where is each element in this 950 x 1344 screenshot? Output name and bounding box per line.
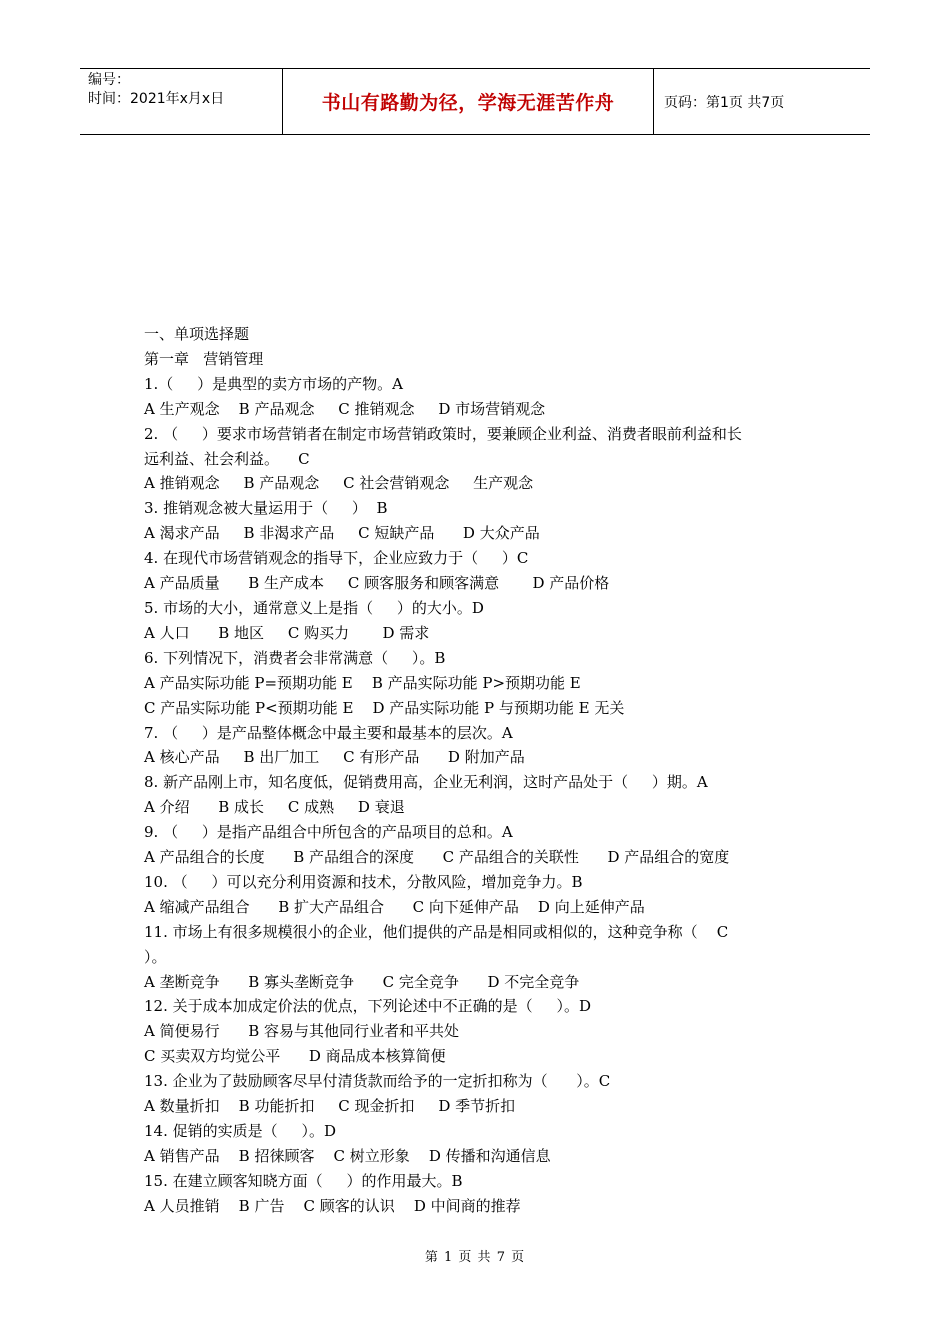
header-meta — [80, 69, 282, 134]
question-line: A 推销观念 B 产品观念 C 社会营销观念 生产观念 — [144, 474, 534, 493]
question-line: A 数量折扣 B 功能折扣 C 现金折扣 D 季节折扣 — [144, 1097, 516, 1116]
question-line: A 介绍 B 成长 C 成熟 D 衰退 — [144, 798, 405, 817]
question-line: 3. 推销观念被大量运用于（ ） B — [144, 499, 388, 518]
header-page-cell — [654, 69, 870, 134]
document-time-label: 时间：2021年x月x日 — [88, 91, 225, 107]
question-line: 2. （ ）要求市场营销者在制定市场营销政策时，要兼顾企业利益、消费者眼前利益和长 — [144, 424, 742, 443]
chapter-heading: 第一章 营销管理 — [144, 349, 264, 368]
question-line: A 缩减产品组合 B 扩大产品组合 C 向下延伸产品 D 向上延伸产品 — [144, 897, 645, 916]
question-line: 15. 在建立顾客知晓方面（ ）的作用最大。B — [144, 1171, 463, 1190]
question-line: 1.（ ）是典型的卖方市场的产物。A — [144, 374, 403, 393]
header-motto-cell — [282, 69, 654, 134]
question-line: 10. （ ）可以充分利用资源和技术，分散风险，增加竞争力。B — [144, 872, 583, 891]
question-line: 11. 市场上有很多规模很小的企业，他们提供的产品是相同或相似的，这种竞争称（ C — [144, 922, 729, 941]
question-line: 8. 新产品刚上市，知名度低，促销费用高，企业无利润，这时产品处于（ ）期。A — [144, 773, 708, 792]
question-line: 6. 下列情况下，消费者会非常满意（ ）。B — [144, 648, 446, 667]
document-body — [144, 322, 814, 1219]
question-line: 14. 促销的实质是（ ）。D — [144, 1122, 336, 1140]
question-line: 远利益、社会利益。 C — [144, 449, 310, 468]
header-motto: 书山有路勤为径，学海无涯苦作舟 — [321, 92, 615, 114]
question-line: A 渴求产品 B 非渴求产品 C 短缺产品 D 大众产品 — [144, 524, 540, 543]
question-line: A 产品组合的长度 B 产品组合的深度 C 产品组合的关联性 D 产品组合的宽度 — [144, 848, 730, 867]
question-line: 13. 企业为了鼓励顾客尽早付清货款而给予的一定折扣称为（ ）。C — [144, 1072, 611, 1091]
question-line: A 简便易行 B 容易与其他同行业者和平共处 — [144, 1022, 460, 1041]
question-line: A 产品实际功能 P=预期功能 E B 产品实际功能 P>预期功能 E — [144, 673, 581, 692]
question-line: 5. 市场的大小，通常意义上是指（ ）的大小。D — [144, 598, 484, 617]
question-line: 9. （ ）是指产品组合中所包含的产品项目的总和。A — [144, 823, 513, 842]
question-line: A 产品质量 B 生产成本 C 顾客服务和顾客满意 D 产品价格 — [144, 574, 610, 593]
header-page-number: 页码：第1页 共7页 — [664, 94, 785, 111]
question-line: C 买卖双方均觉公平 D 商品成本核算简便 — [144, 1047, 446, 1066]
question-line: 12. 关于成本加成定价法的优点，下列论述中不正确的是（ ）。D — [144, 997, 591, 1016]
question-line: C 产品实际功能 P<预期功能 E D 产品实际功能 P 与预期功能 E 无关 — [144, 698, 625, 717]
question-line: A 人口 B 地区 C 购买力 D 需求 — [144, 623, 430, 642]
page-footer: 第 1 页 共 7 页 — [424, 1250, 526, 1265]
question-line: A 垄断竞争 B 寡头垄断竞争 C 完全竞争 D 不完全竞争 — [144, 972, 580, 991]
question-line: 7. （ ）是产品整体概念中最主要和最基本的层次。A — [144, 723, 513, 742]
page-header — [80, 68, 870, 135]
question-line: A 生产观念 B 产品观念 C 推销观念 D 市场营销观念 — [144, 399, 546, 418]
document-number-label: 编号： — [88, 72, 130, 88]
question-line: A 销售产品 B 招徕顾客 C 树立形象 D 传播和沟通信息 — [144, 1146, 551, 1165]
question-line: A 人员推销 B 广告 C 顾客的认识 D 中间商的推荐 — [144, 1196, 521, 1215]
section-heading: 一、单项选择题 — [144, 325, 250, 343]
question-line: ）。 — [144, 947, 167, 966]
question-line: 4. 在现代市场营销观念的指导下，企业应致力于（ ）C — [144, 549, 529, 568]
question-line: A 核心产品 B 出厂加工 C 有形产品 D 附加产品 — [144, 748, 525, 767]
